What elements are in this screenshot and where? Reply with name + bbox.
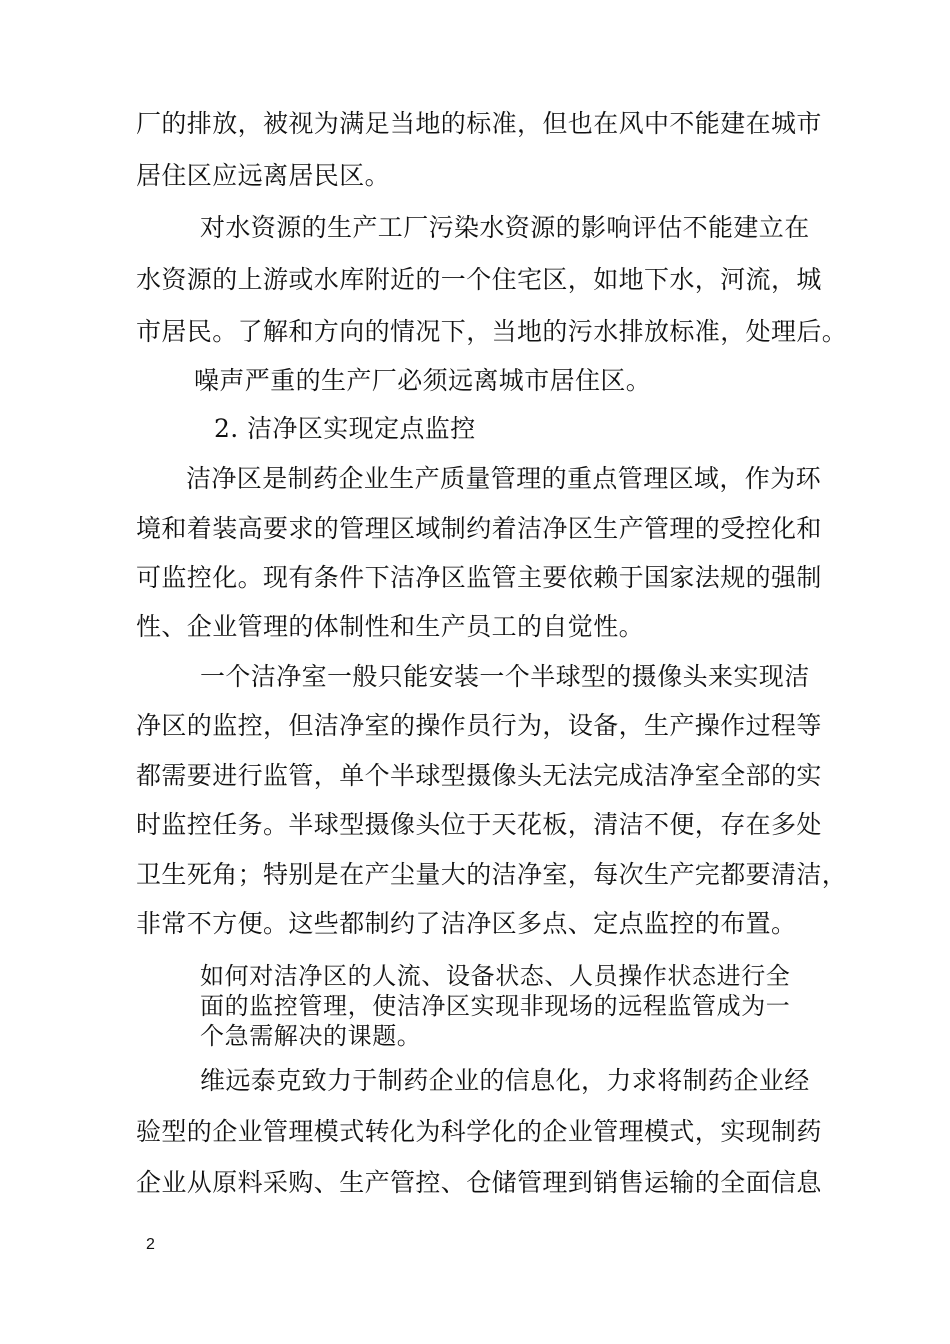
paragraph-5-line-1: 一个洁净室一般只能安装一个半球型的摄像头来实现洁 — [200, 662, 810, 691]
paragraph-6-line-3: 个急需解决的课题。 — [200, 1022, 422, 1050]
paragraph-6-line-1: 如何对洁净区的人流、设备状态、人员操作状态进行全 — [200, 962, 791, 990]
paragraph-4-line-1: 洁净区是制药企业生产质量管理的重点管理区域，作为环 — [186, 464, 822, 493]
paragraph-5-line-6: 非常不方便。这些都制约了洁净区多点、定点监控的布置。 — [136, 909, 797, 938]
paragraph-4-line-2: 境和着装高要求的管理区域制约着洁净区生产管理的受控化和 — [136, 514, 822, 543]
paragraph-7-line-1: 维远泰克致力于制药企业的信息化，力求将制药企业经 — [200, 1066, 810, 1095]
paragraph-7-line-3: 企业从原料采购、生产管控、仓储管理到销售运输的全面信息 — [136, 1168, 822, 1197]
paragraph-4-line-3: 可监控化。现有条件下洁净区监管主要依赖于国家法规的强制 — [136, 563, 822, 592]
paragraph-2-line-1: 对水资源的生产工厂污染水资源的影响评估不能建立在 — [200, 213, 810, 242]
paragraph-5-line-4: 时监控任务。半球型摄像头位于天花板，清洁不便，存在多处 — [136, 810, 822, 839]
paragraph-3-line-1: 噪声严重的生产厂必须远离城市居住区。 — [194, 366, 652, 395]
paragraph-5-line-3: 都需要进行监管，单个半球型摄像头无法完成洁净室全部的实 — [136, 761, 822, 790]
paragraph-2-line-3: 市居民。了解和方向的情况下，当地的污水排放标准，处理后。 — [136, 317, 848, 346]
paragraph-7-line-2: 验型的企业管理模式转化为科学化的企业管理模式，实现制药 — [136, 1117, 822, 1146]
paragraph-5-line-2: 净区的监控，但洁净室的操作员行为，设备，生产操作过程等 — [136, 711, 822, 740]
paragraph-5-line-5: 卫生死角；特别是在产尘量大的洁净室，每次生产完都要清洁， — [136, 860, 848, 889]
paragraph-2-line-2: 水资源的上游或水库附近的一个住宅区，如地下水，河流，城 — [136, 265, 822, 294]
paragraph-6-line-2: 面的监控管理，使洁净区实现非现场的远程监管成为一 — [200, 992, 791, 1020]
paragraph-1-line-1: 厂的排放，被视为满足当地的标准，但也在风中不能建在城市 — [136, 109, 822, 138]
section-heading: 2. 洁净区实现定点监控 — [214, 414, 476, 443]
page-number: 2 — [146, 1236, 155, 1253]
paragraph-1-line-2: 居住区应远离居民区。 — [136, 161, 391, 190]
paragraph-4-line-4: 性、企业管理的体制性和生产员工的自觉性。 — [136, 612, 645, 641]
